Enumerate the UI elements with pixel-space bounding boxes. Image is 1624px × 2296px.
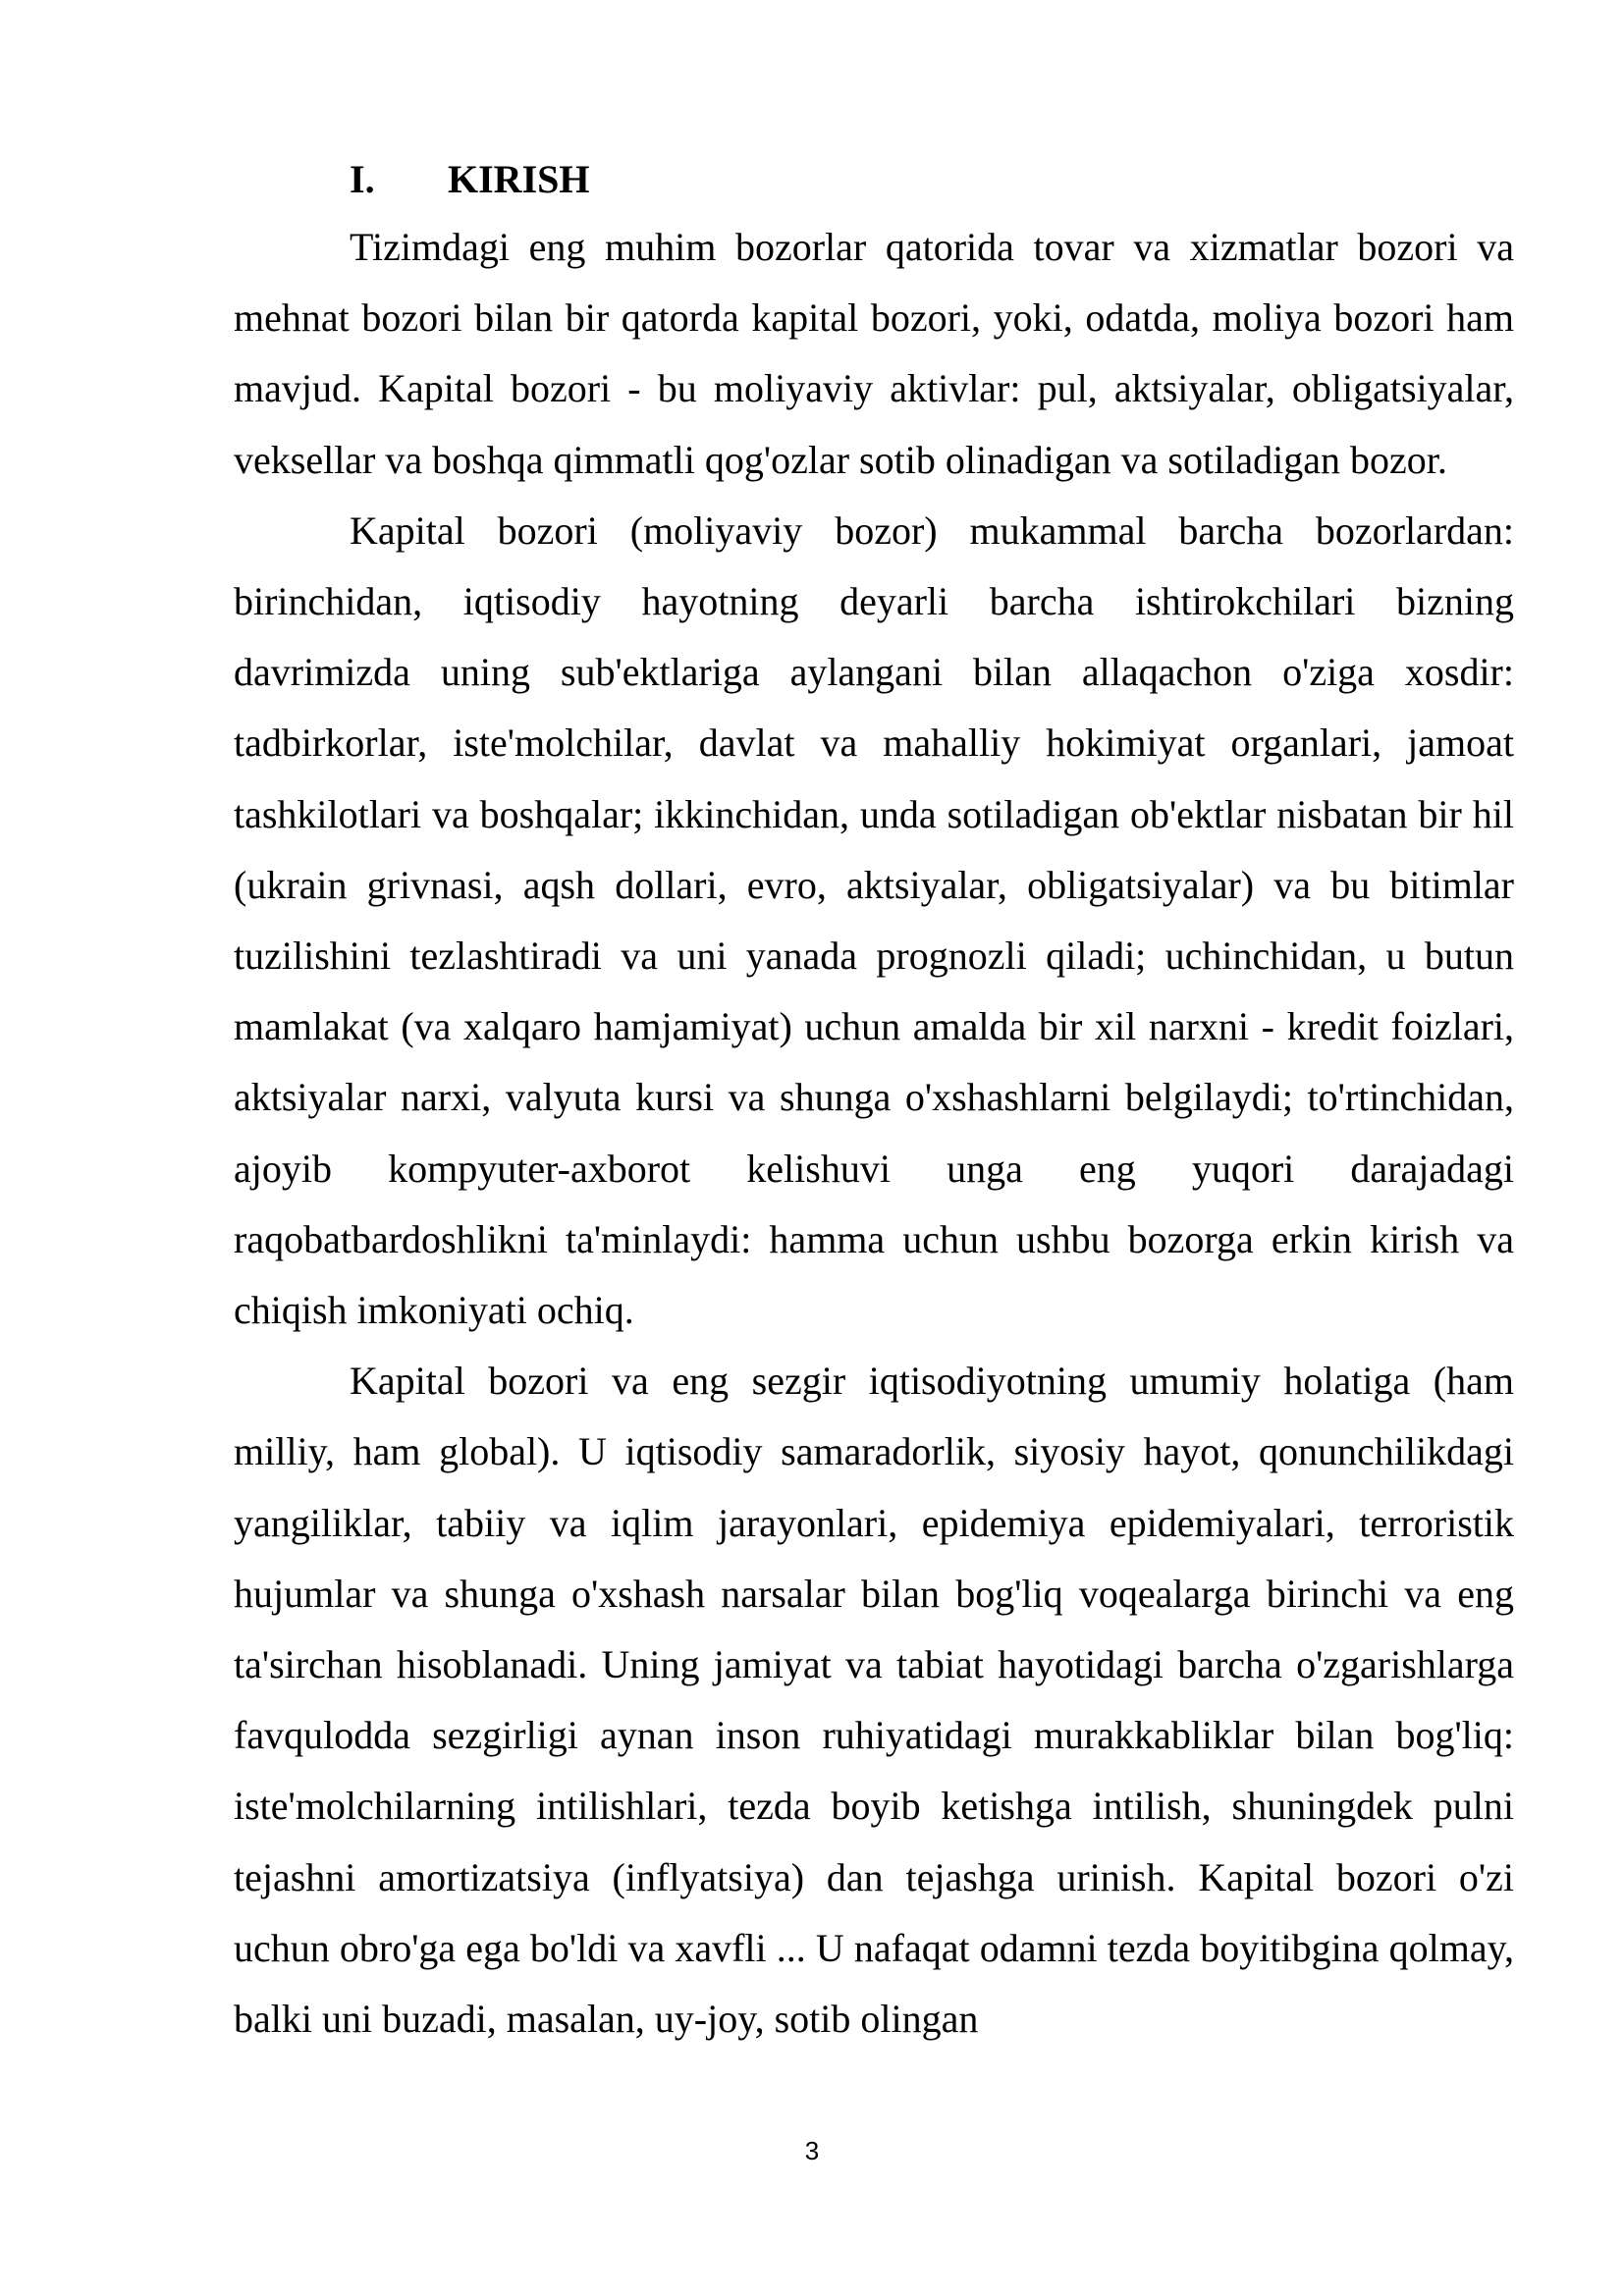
paragraph-3: Kapital bozori va eng sezgir iqtisodiyotning umumiy holatiga (ham milliy, ham global). U iqtisodiy samaradorlik, siyosiy hayot, qonunchilikdagi yangiliklar, tabiiy va iqlim jarayonlari, epidemiya epidemiyalari, terroristik hujumlar va shunga o'xshash narsalar bilan bog'liq voqealarga birinchi va eng ta'sirchan hisoblanadi. Uning jamiyat va tabiat hayotidagi barcha o'zgarishlarga favqulodda sezgirligi aynan inson ruhiyatidagi murakkabliklar bilan bog'liq: iste'molchilarning intilishlari, tezda boyib ketishga intilish, shuningdek pulni tejashni amortizatsiya (inflyatsiya) dan tejashga urinish. Kapital bozori o'zi uchun obro'ga ega bo'ldi va xavfli ... U nafaqat odamni tezda boyitibgina qolmay, balki uni buzadi, masalan, uy-joy, sotib olingan [234, 1359, 1514, 2042]
page-number: 3 [804, 2136, 820, 2165]
page-body [234, 147, 1514, 2055]
paragraph-2: Kapital bozori (moliyaviy bozor) mukammal barcha bozorlardan: birinchidan, iqtisodiy hayotning deyarli barcha ishtirokchilari bizning davrimizda uning sub'ektlariga aylangani bilan allaqachon o'ziga xosdir: tadbirkorlar, iste'molchilar, davlat va mahalliy hokimiyat organlari, jamoat tashkilotlari va boshqalar; ikkinchidan, unda sotiladigan ob'ektlar nisbatan bir hil (ukrain grivnasi, aqsh dollari, evro, aktsiyalar, obligatsiyalar) va bu bitimlar tuzilishini tezlashtiradi va uni yanada prognozli qiladi; uchinchidan, u butun mamlakat (va xalqaro hamjamiyat) uchun amalda bir xil narxni - kredit foizlari, aktsiyalar narxi, valyuta kursi va shunga o'xshashlarni belgilaydi; to'rtinchidan, ajoyib kompyuter-axborot kelishuvi unga eng yuqori darajadagi raqobatbardoshlikni ta'minlaydi: hamma uchun ushbu bozorga erkin kirish va chiqish imkoniyati ochiq. [234, 507, 1514, 1333]
paragraph-1: Tizimdagi eng muhim bozorlar qatorida tovar va xizmatlar bozori va mehnat bozori bilan bir qatorda kapital bozori, yoki, odatda, moliya bozori ham mavjud. Kapital bozori - bu moliyaviy aktivlar: pul, aktsiyalar, obligatsiyalar, veksellar va boshqa qimmatli qog'ozlar sotib olinadigan va sotiladigan bozor. [234, 225, 1514, 482]
section-heading [234, 147, 1514, 212]
section-title: KIRISH [448, 157, 590, 201]
section-number: I. [350, 157, 375, 201]
